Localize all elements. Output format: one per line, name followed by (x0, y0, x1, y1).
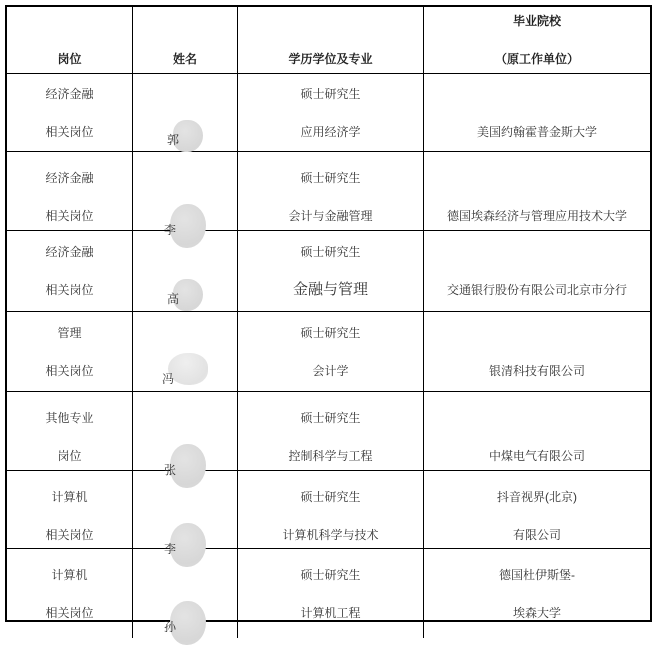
cell-position (7, 471, 133, 560)
cell-name (133, 152, 238, 241)
cell-school (424, 312, 650, 391)
cell-education (238, 312, 424, 391)
name-line (164, 509, 206, 560)
major-line: 计算机科学与技术 (282, 527, 379, 542)
cell-education (238, 231, 424, 311)
position-line1: 其他专业 (45, 410, 94, 425)
school-line: 德国埃森经济与管理应用技术大学 (446, 208, 627, 223)
position-line1: 管理 (57, 325, 82, 340)
major-line: 计算机工程 (300, 605, 361, 620)
cell-name (133, 312, 238, 391)
school-line: 交通银行股份有限公司北京市分行 (446, 283, 627, 297)
degree-line: 硕士研究生 (300, 245, 361, 259)
cell-education (238, 74, 424, 151)
surname-text: 孙 (163, 620, 176, 634)
cell-position (7, 231, 133, 311)
name-redaction-blob (168, 353, 208, 385)
major-line: 金融与管理 (292, 281, 368, 298)
name-line (164, 587, 206, 638)
cell-position (7, 549, 133, 638)
surname-text: 李 (163, 542, 176, 556)
cell-education (238, 152, 424, 241)
degree-line: 硕士研究生 (300, 567, 361, 582)
position-line2: 岗位 (57, 448, 82, 463)
header-name-label: 姓名 (172, 52, 197, 66)
surname-text: 郭 (166, 133, 179, 147)
cell-school (424, 152, 650, 241)
header-cell-position (7, 7, 133, 73)
table-row (7, 231, 650, 312)
position-line1: 计算机 (51, 489, 88, 504)
table-row (7, 549, 650, 634)
school-line1: 抖音视界(北京) (497, 489, 577, 504)
cell-school (424, 74, 650, 151)
surname-text: 张 (163, 463, 176, 477)
position-line2: 相关岗位 (45, 124, 94, 139)
cell-name (133, 392, 238, 481)
cell-position (7, 152, 133, 241)
header-school-label-line2: （原工作单位） (494, 52, 579, 66)
cell-school (424, 549, 650, 638)
position-line2: 相关岗位 (45, 363, 94, 378)
cell-position (7, 74, 133, 151)
name-line (167, 112, 203, 151)
major-line: 会计与金融管理 (288, 208, 373, 223)
table-row (7, 471, 650, 556)
name-line (164, 190, 206, 241)
cell-position (7, 392, 133, 481)
position-line1: 经济金融 (45, 170, 94, 185)
surname-text: 冯 (161, 372, 174, 386)
position-line2: 相关岗位 (45, 527, 94, 542)
degree-line: 硕士研究生 (300, 325, 361, 340)
major-line: 控制科学与工程 (288, 448, 373, 463)
cell-school (424, 231, 650, 311)
header-education-label: 学历学位及专业 (288, 52, 373, 66)
table-header-row (7, 7, 650, 74)
school-line: 银清科技有限公司 (488, 363, 585, 378)
school-line2: 有限公司 (512, 527, 561, 542)
school-line2: 埃森大学 (512, 605, 561, 620)
header-cell-name (133, 7, 238, 73)
name-line (162, 351, 208, 390)
cell-education (238, 549, 424, 638)
major-line: 会计学 (312, 363, 349, 378)
recruitment-table (5, 5, 652, 634)
header-position-label: 岗位 (57, 52, 82, 66)
degree-line: 硕士研究生 (300, 170, 361, 185)
position-line2: 相关岗位 (45, 208, 94, 223)
table-row (7, 392, 650, 477)
position-line2: 相关岗位 (45, 605, 94, 620)
cell-school (424, 392, 650, 481)
cell-position (7, 312, 133, 391)
position-line1: 经济金融 (45, 86, 94, 101)
cell-name (133, 74, 238, 151)
major-line: 应用经济学 (300, 124, 361, 139)
surname-text: 高 (166, 291, 179, 306)
degree-line: 硕士研究生 (300, 410, 361, 425)
header-cell-education (238, 7, 424, 73)
surname-text: 李 (163, 223, 176, 237)
school-line: 中煤电气有限公司 (488, 448, 585, 463)
table-row (7, 152, 650, 237)
header-cell-school (424, 7, 650, 73)
cell-education (238, 471, 424, 560)
table-row (7, 312, 650, 392)
school-line: 美国约翰霍普金斯大学 (476, 124, 597, 139)
table-row (7, 74, 650, 152)
position-line1: 经济金融 (45, 245, 94, 259)
position-line1: 计算机 (51, 567, 88, 582)
header-school-label-line1: 毕业院校 (512, 14, 561, 28)
name-line (164, 430, 206, 481)
position-line2: 相关岗位 (45, 283, 94, 297)
degree-line: 硕士研究生 (300, 489, 361, 504)
name-line (167, 271, 203, 310)
degree-line: 硕士研究生 (300, 86, 361, 101)
cell-education (238, 392, 424, 481)
cell-school (424, 471, 650, 560)
school-line1: 德国杜伊斯堡- (499, 567, 575, 582)
